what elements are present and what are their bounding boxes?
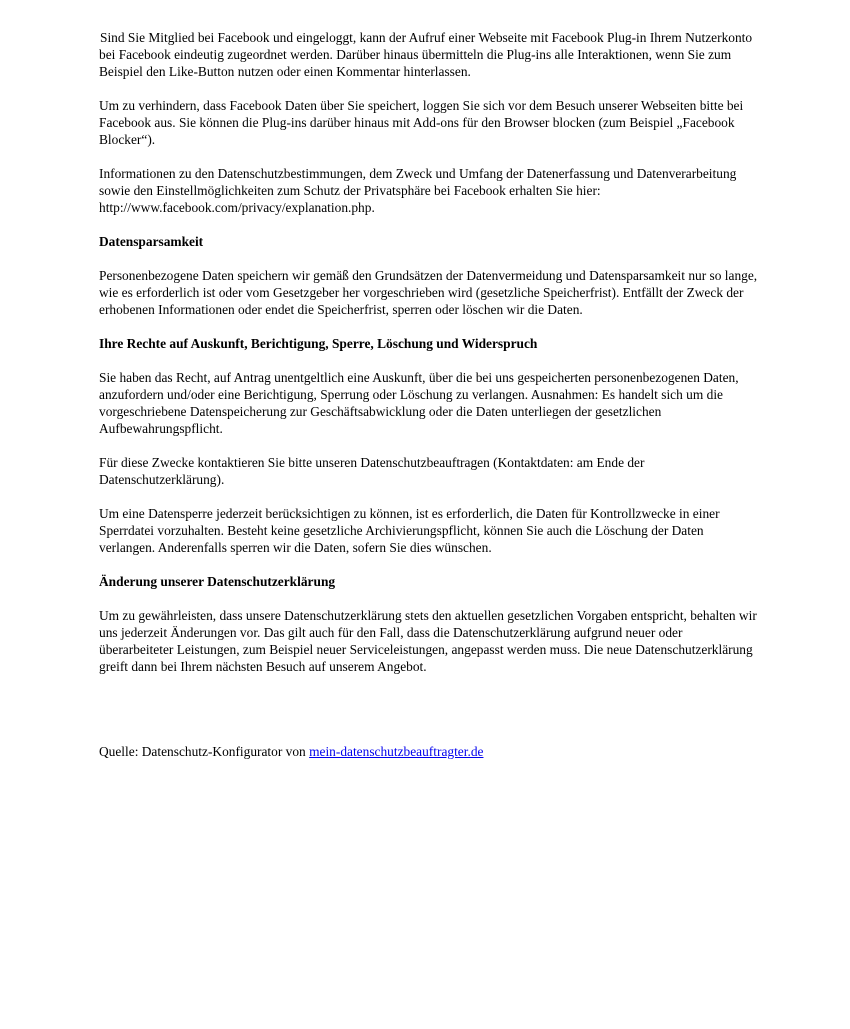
heading-aenderung: Änderung unserer Datenschutzerklärung — [99, 574, 336, 589]
document-page — [99, 29, 759, 760]
source-line — [99, 743, 759, 760]
paragraph-datensparsamkeit: Personenbezogene Daten speichern wir gemäß den Grundsätzen der Datenvermeidung und Datensparsamkeit nur so lange, wie es erforderlich ist oder vom Gesetzgeber her vorgeschrieben wird (gesetzliche Speicherfrist). Entfällt der Zweck der erhobenen Informationen oder endet die Speicherfrist, sperren oder löschen wir die Daten. — [99, 268, 758, 317]
paragraph-rechte-auskunft: Sie haben das Recht, auf Antrag unentgeltlich eine Auskunft, über die bei uns gespeicherten personenbezogenen Daten, anzufordern und/oder eine Berichtigung, Sperrung oder Löschung zu verlangen. Ausnahmen: Es handelt sich um die vorgeschriebene Datenspeicherung zur Geschäftsabwicklung oder die Daten unterliegen der gesetzlichen Aufbewahrungspflicht. — [99, 370, 739, 436]
heading-datensparsamkeit: Datensparsamkeit — [99, 234, 204, 249]
paragraph-facebook-login: Sind Sie Mitglied bei Facebook und eingeloggt, kann der Aufruf einer Webseite mit Facebook Plug-in Ihrem Nutzerkonto bei Facebook eindeutig zugeordnet werden. Darüber hinaus übermitteln die Plug-ins alle Interaktionen, wenn Sie zum Beispiel den Like-Button nutzen oder einen Kommentar hinterlassen. — [99, 30, 753, 79]
spacer — [99, 692, 759, 743]
paragraph-rechte-sperre: Um eine Datensperre jederzeit berücksichtigen zu können, ist es erforderlich, die Daten für Kontrollzwecke in einer Sperrdatei vorzuhalten. Besteht keine gesetzliche Archivierungspflicht, können Sie auch die Löschung der Daten verlangen. Anderenfalls sperren wir die Daten, sofern Sie dies wünschen. — [99, 506, 720, 555]
paragraph-facebook-logout: Um zu verhindern, dass Facebook Daten über Sie speichert, loggen Sie sich vor dem Besuch unserer Webseiten bitte bei Facebook aus. Sie können die Plug-ins darüber hinaus mit Add-ons für den Browser blocken (zum Beispiel „Facebook Blocker“). — [99, 98, 744, 147]
paragraph-rechte-kontakt: Für diese Zwecke kontaktieren Sie bitte unseren Datenschutzbeauftragen (Kontaktdaten: am Ende der Datenschutzerklärung). — [99, 455, 645, 487]
paragraph-facebook-privacy-info: Informationen zu den Datenschutzbestimmungen, dem Zweck und Umfang der Datenerfassung und Datenverarbeitung sowie den Einstellmöglichkeiten zum Schutz der Privatsphäre bei Facebook erhalten Sie hier: http://www.facebook.com/privacy/explanation.php. — [99, 166, 737, 215]
heading-rechte: Ihre Rechte auf Auskunft, Berichtigung, Sperre, Löschung und Widerspruch — [99, 336, 538, 351]
paragraph-aenderung: Um zu gewährleisten, dass unsere Datenschutzerklärung stets den aktuellen gesetzlichen Vorgaben entspricht, behalten wir uns jederzeit Änderungen vor. Das gilt auch für den Fall, dass die Datenschutzerklärung aufgrund neuer oder überarbeiteter Leistungen, zum Beispiel neuer Serviceleistungen, angepasst werden muss. Die neue Datenschutzerklärung greift dann bei Ihrem nächsten Besuch auf unserem Angebot. — [99, 608, 757, 674]
source-link[interactable]: mein-datenschutzbeauftragter.de — [309, 744, 484, 759]
source-prefix: Quelle: Datenschutz-Konfigurator von — [99, 744, 310, 759]
